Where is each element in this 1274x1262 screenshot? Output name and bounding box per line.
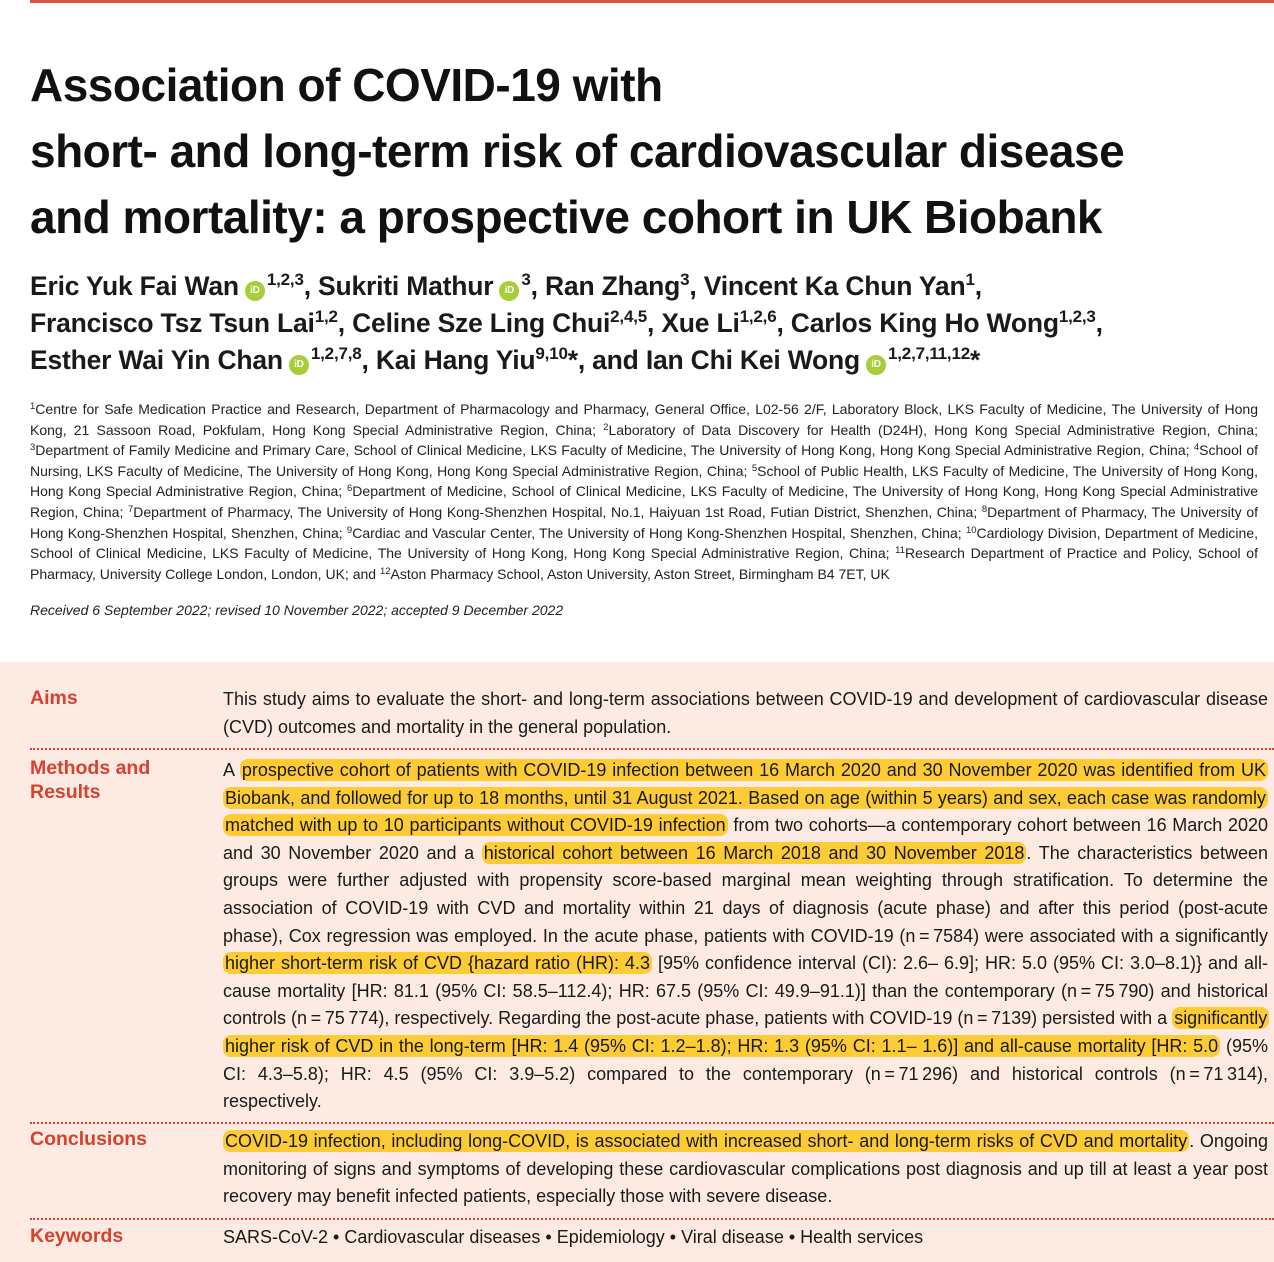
author-affiliation-numbers: 2,4,5 [610,307,647,326]
top-rule [30,0,1274,3]
author-separator: , [361,345,376,375]
affiliation-number: 9 [346,524,353,536]
methods-text [223,757,1268,1116]
affiliations [30,399,1258,584]
affiliation-text: School of Nursing, LKS Faculty of Medicine, The University of Hong Kong, Hong Kong Special Administrative Region, China; [30,442,1258,479]
text-segment: . The characteristics between groups were further adjusted with propensity score-based marginal mean weighting through stratification. To determine the association of COVID-19 with CVD and mortality within 21 days of diagnosis (acute phase) and after this period (post-acute phase), Cox regression was employed. In the acute phase, patients with COVID-19 (n = 7584) were associated with a significantly [223,842,1268,946]
author-separator: , [776,308,791,338]
author-name: Xue Li [661,308,740,338]
affiliation-text: Laboratory of Data Discovery for Health (D24H), Hong Kong Special Administrative Region, China; [608,421,1259,438]
section-divider [30,748,1274,750]
text-segment: (95% CI: 4.3–5.8); HR: 4.5 (95% CI: 3.9–5.2) compared to the contemporary (n = 71 296) and historical controls (n = 71 314), respectively. [223,1035,1268,1112]
author-name: Esther Wai Yin Chan [30,345,283,375]
affiliation-text: School of Public Health, LKS Faculty of Medicine, The University of Hong Kong, Hong Kong Special Administrative Region, China; [30,462,1258,500]
author-name: Eric Yuk Fai Wan [30,271,239,301]
author-name: Celine Sze Ling Chui [352,308,611,338]
affiliation-text: Cardiology Division, Department of Medicine, School of Clinical Medicine, LKS Faculty of Medicine, The University of Hong Kong, Hong Kong Special Administrative Region, China; [30,524,1259,562]
affiliation-number: 5 [751,462,758,474]
aims-heading: Aims [30,687,78,709]
title-line-3: and mortality: a prospective cohort in UK Biobank [30,191,1102,243]
conclusions-heading: Conclusions [30,1128,148,1150]
orcid-icon[interactable]: iD [866,355,886,375]
structured-abstract [0,662,1274,1262]
section-divider [30,1218,1274,1220]
text-segment: This study aims to evaluate the short- and long-term associations between COVID-19 and development of cardiovascular disease (CVD) outcomes and mortality in the general population. [223,689,1268,737]
author-list [30,268,1270,379]
author-name: Sukriti Mathur [318,271,494,301]
affiliation-number: 1 [30,401,36,412]
author-affiliation-numbers: 1,2,7,8 [310,344,362,363]
affiliation-text: Centre for Safe Medication Practice and Research, Department of Pharmacology and Pharmacy, General Office, L02-56 2/F, Laboratory Block, LKS Faculty of Medicine, The University of Hong Kong, 21 Sassoon Road, Pokfulam, Hong Kong Special Administrative Region, China; [30,401,1258,438]
affiliation-text: Department of Medicine, School of Clinical Medicine, LKS Faculty of Medicine, The University of Hong Kong, Hong Kong Special Administrative Region, China; [30,483,1258,520]
author-affiliation-numbers: 1,2,3 [1058,307,1096,326]
affiliation-number: 4 [1193,442,1200,454]
highlighted-text: prospective cohort of patients with COVID-19 infection between 16 March 2020 and 30 November 2020 was identified from UK Biobank, and followed for up to 18 months, until 31 August 2021. Based on age (within 5 years) and sex, each case was randomly matched with up to 10 participants without COVID-19 infection [225,760,1267,836]
author-name: Francisco Tsz Tsun Lai [30,308,315,338]
author-name: Ran Zhang [544,271,681,301]
author-separator: , [337,308,353,338]
author-separator: , [689,271,704,301]
keywords-heading: Keywords [30,1225,124,1247]
highlighted-text: significantly higher risk of CVD in the long-term [HR: 1.4 (95% CI: 1.2–1.8); HR: 1.3 (95% CI: 1.1– 1.6)] and all-cause mortality [HR: 5.0 [225,1008,1268,1056]
author-name: Kai Hang Yiu [375,345,536,375]
highlighted-text: COVID-19 infection, including long-COVID, is associated with increased short- and long-term risks of CVD and mortality [225,1131,1188,1151]
orcid-icon[interactable]: iD [289,355,309,375]
conclusions-text [223,1128,1268,1211]
affiliation-number: 8 [981,503,988,515]
affiliation-text: Research Department of Practice and Policy, School of Pharmacy, University College London, London, UK; and [30,545,1258,582]
author-separator: *, and [567,345,646,375]
text-segment: [95% confidence interval (CI): 2.6– 6.9]; HR: 5.0 (95% CI: 3.0–8.1)} and all-cause mortality [HR: 81.1 (95% CI: 58.5–112.4); HR: 67.5 (95% CI: 49.9–91.1)] than the contemporary (n = 75 790) and historical controls (n = 75 774), respectively. Regarding the post-acute phase, patients with COVID-19 (n = 7139) persisted with a [223,953,1268,1029]
text-segment: . Ongoing monitoring of signs and symptoms of developing these cardiovascular complications post diagnosis and up till at least a year post recovery may benefit infected patients, especially those with severe disease. [223,1131,1268,1207]
text-segment: from two cohorts—a contemporary cohort between 16 March 2020 and 30 November 2020 and a [223,815,1268,863]
affiliation-number: 3 [30,442,36,454]
author-affiliation-numbers: 3 [680,270,690,289]
author-separator: , [974,271,982,301]
author-affiliation-numbers: 1,2,6 [739,307,777,326]
author-name: Carlos King Ho Wong [790,308,1059,338]
author-separator: , [646,308,662,338]
affiliation-text: Department of Family Medicine and Primary Care, School of Clinical Medicine, LKS Faculty of Medicine, The University of Hong Kong, Hong Kong Special Administrative Region, China; [35,442,1194,459]
affiliation-text: Aston Pharmacy School, Aston University, Aston Street, Birmingham B4 7ET, UK [390,565,890,582]
affiliation-number: 11 [895,545,906,557]
title-line-2: short- and long-term risk of cardiovascular disease [30,125,1125,177]
author-separator: , [1095,308,1103,338]
affiliation-number: 7 [127,503,134,515]
aims-text [223,686,1268,741]
methods-heading-line-1: Methods and [30,757,151,779]
article-title [30,52,1274,250]
orcid-icon[interactable]: iD [499,281,519,301]
text-segment: A [223,760,240,780]
author-affiliation-numbers: 1,2,3 [266,270,304,289]
keywords-text: SARS-CoV-2 • Cardiovascular diseases • Epidemiology • Viral disease • Health services [223,1227,924,1247]
author-separator: * [969,345,981,375]
affiliation-text: Cardiac and Vascular Center, The University of Hong Kong-Shenzhen Hospital, Shenzhen, China; [352,524,966,541]
author-name: Ian Chi Kei Wong [645,345,861,375]
highlighted-text: historical cohort between 16 March 2018 and 30 November 2018 [483,842,1025,863]
author-separator: , [303,271,319,301]
author-affiliation-numbers: 1,2 [314,307,338,326]
orcid-icon[interactable]: iD [245,281,265,301]
affiliation-number: 6 [347,483,353,495]
affiliation-number: 2 [603,421,609,433]
affiliation-number: 10 [965,524,977,536]
author-affiliation-numbers: 1 [965,270,975,289]
title-line-1: Association of COVID-19 with [30,59,663,111]
affiliation-text: Department of Pharmacy, The University of Hong Kong-Shenzhen Hospital, No.1, Haiyuan 1st Road, Futian District, Shenzhen, China; [133,503,982,520]
author-separator: , [530,271,545,301]
affiliation-text: Department of Pharmacy, The University of Hong Kong-Shenzhen Hospital, Shenzhen, China; [30,503,1258,541]
methods-heading [30,756,150,804]
author-affiliation-numbers: 1,2,7,11,12 [888,344,970,363]
author-affiliation-numbers: 3 [521,270,531,289]
methods-heading-line-2: Results [30,781,101,803]
article-dates: Received 6 September 2022; revised 10 November 2022; accepted 9 December 2022 [30,602,564,618]
author-name: Vincent Ka Chun Yan [703,271,966,301]
section-divider [30,1122,1274,1124]
affiliation-number: 12 [379,565,391,577]
author-affiliation-numbers: 9,10 [535,344,568,363]
highlighted-text: higher short-term risk of CVD {hazard ratio (HR): 4.3 [225,953,650,974]
